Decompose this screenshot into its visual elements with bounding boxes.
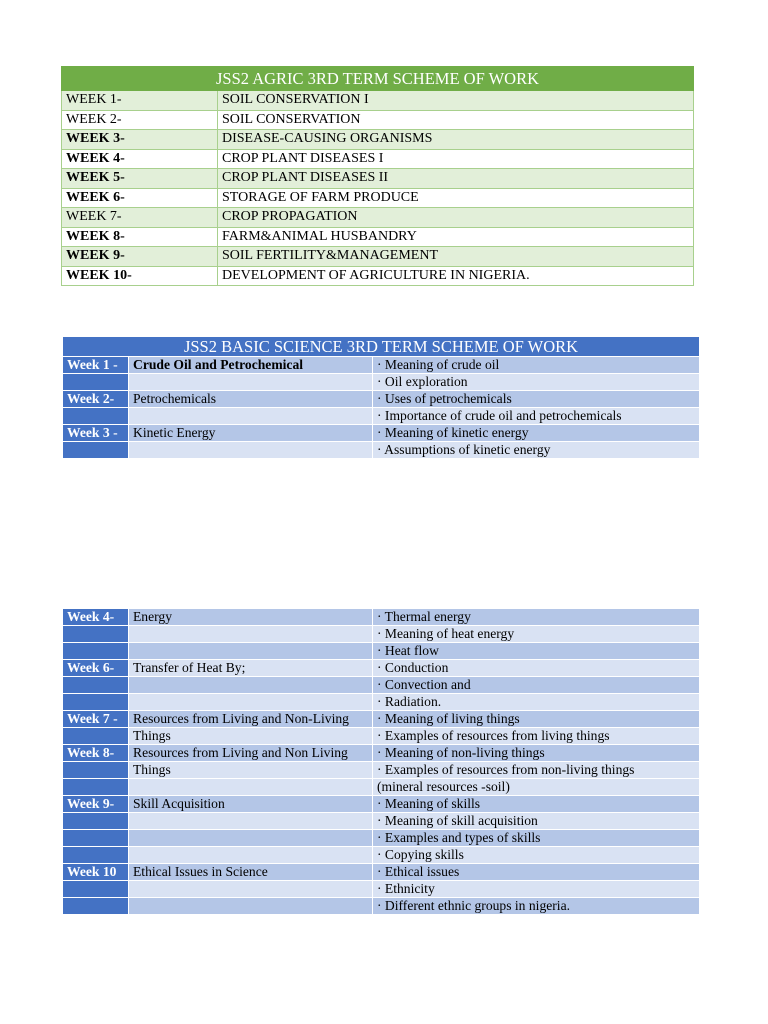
topic <box>129 830 373 847</box>
week-label: WEEK 2- <box>62 110 218 130</box>
detail: · Meaning of kinetic energy <box>373 425 700 442</box>
topic <box>129 694 373 711</box>
week-label <box>63 847 129 864</box>
topic <box>129 813 373 830</box>
week-label <box>63 881 129 898</box>
week-label: WEEK 5- <box>62 169 218 189</box>
table-row <box>63 779 700 796</box>
detail: · Convection and <box>373 677 700 694</box>
detail: · Different ethnic groups in nigeria. <box>373 898 700 915</box>
topic <box>129 643 373 660</box>
table-row <box>63 830 700 847</box>
week-label <box>63 728 129 745</box>
table-row <box>63 609 700 626</box>
basic-science-scheme-table-continued <box>62 608 700 915</box>
week-label: WEEK 8- <box>62 227 218 247</box>
topic: Transfer of Heat By; <box>129 660 373 677</box>
table-row <box>63 728 700 745</box>
week-label <box>63 408 129 425</box>
table-row <box>63 813 700 830</box>
table-row <box>63 408 700 425</box>
week-label <box>63 830 129 847</box>
table-row <box>62 208 694 228</box>
topic: Resources from Living and Non-Living <box>129 711 373 728</box>
table-row <box>62 188 694 208</box>
detail: · Uses of petrochemicals <box>373 391 700 408</box>
detail: · Ethnicity <box>373 881 700 898</box>
week-label <box>63 643 129 660</box>
table-row <box>62 169 694 189</box>
detail: · Meaning of skill acquisition <box>373 813 700 830</box>
table-row <box>62 266 694 286</box>
detail: (mineral resources -soil) <box>373 779 700 796</box>
week-label: WEEK 10- <box>62 266 218 286</box>
detail: · Meaning of skills <box>373 796 700 813</box>
topic: FARM&ANIMAL HUSBANDRY <box>218 227 694 247</box>
week-label: Week 4- <box>63 609 129 626</box>
table-row <box>62 91 694 111</box>
topic: CROP PLANT DISEASES I <box>218 149 694 169</box>
table-row <box>63 796 700 813</box>
week-label: Week 9- <box>63 796 129 813</box>
detail: · Meaning of heat energy <box>373 626 700 643</box>
table-row <box>63 626 700 643</box>
detail: · Assumptions of kinetic energy <box>373 442 700 459</box>
topic <box>129 898 373 915</box>
table-row <box>63 711 700 728</box>
week-label: Week 8- <box>63 745 129 762</box>
topic <box>129 779 373 796</box>
topic: Petrochemicals <box>129 391 373 408</box>
week-label <box>63 779 129 796</box>
basic-science-table-title: JSS2 BASIC SCIENCE 3RD TERM SCHEME OF WORK <box>63 337 700 357</box>
table-row <box>62 130 694 150</box>
week-label: WEEK 9- <box>62 247 218 267</box>
agric-scheme-table <box>61 66 694 286</box>
agric-table-title: JSS2 AGRIC 3RD TERM SCHEME OF WORK <box>62 67 694 91</box>
detail: · Copying skills <box>373 847 700 864</box>
week-label: WEEK 7- <box>62 208 218 228</box>
detail: · Examples of resources from non-living things <box>373 762 700 779</box>
topic: SOIL CONSERVATION <box>218 110 694 130</box>
topic <box>129 847 373 864</box>
basic-science-table-header <box>63 337 700 357</box>
topic <box>129 626 373 643</box>
detail: · Oil exploration <box>373 374 700 391</box>
topic: Skill Acquisition <box>129 796 373 813</box>
topic: Things <box>129 728 373 745</box>
table-row <box>62 247 694 267</box>
topic <box>129 442 373 459</box>
table-row <box>63 357 700 374</box>
week-label: Week 1 - <box>63 357 129 374</box>
week-label <box>63 677 129 694</box>
detail: · Radiation. <box>373 694 700 711</box>
detail: · Meaning of crude oil <box>373 357 700 374</box>
detail: · Examples of resources from living things <box>373 728 700 745</box>
table-row <box>63 643 700 660</box>
table-row <box>62 227 694 247</box>
week-label <box>63 898 129 915</box>
basic-science-scheme-table <box>62 336 700 459</box>
week-label <box>63 813 129 830</box>
topic: DEVELOPMENT OF AGRICULTURE IN NIGERIA. <box>218 266 694 286</box>
table-row <box>63 425 700 442</box>
detail: · Importance of crude oil and petrochemicals <box>373 408 700 425</box>
table-row <box>63 898 700 915</box>
topic <box>129 881 373 898</box>
topic: SOIL FERTILITY&MANAGEMENT <box>218 247 694 267</box>
topic: Ethical Issues in Science <box>129 864 373 881</box>
week-label: Week 6- <box>63 660 129 677</box>
detail: · Meaning of living things <box>373 711 700 728</box>
topic: Kinetic Energy <box>129 425 373 442</box>
table-row <box>63 881 700 898</box>
week-label <box>63 762 129 779</box>
week-label: WEEK 6- <box>62 188 218 208</box>
table-row <box>62 149 694 169</box>
table-row <box>62 110 694 130</box>
week-label: WEEK 4- <box>62 149 218 169</box>
topic: CROP PROPAGATION <box>218 208 694 228</box>
table-row <box>63 762 700 779</box>
detail: · Thermal energy <box>373 609 700 626</box>
week-label <box>63 694 129 711</box>
table-row <box>63 391 700 408</box>
topic: DISEASE-CAUSING ORGANISMS <box>218 130 694 150</box>
detail: · Meaning of non-living things <box>373 745 700 762</box>
table-row <box>63 847 700 864</box>
topic: STORAGE OF FARM PRODUCE <box>218 188 694 208</box>
table-row <box>63 442 700 459</box>
agric-table-header <box>62 67 694 91</box>
topic <box>129 408 373 425</box>
week-label: Week 3 - <box>63 425 129 442</box>
table-row <box>63 374 700 391</box>
table-row <box>63 745 700 762</box>
week-label: Week 7 - <box>63 711 129 728</box>
detail: · Conduction <box>373 660 700 677</box>
table-row <box>63 694 700 711</box>
week-label: Week 10 <box>63 864 129 881</box>
detail: · Examples and types of skills <box>373 830 700 847</box>
topic: Energy <box>129 609 373 626</box>
topic: CROP PLANT DISEASES II <box>218 169 694 189</box>
detail: · Ethical issues <box>373 864 700 881</box>
week-label: Week 2- <box>63 391 129 408</box>
topic: Crude Oil and Petrochemical <box>129 357 373 374</box>
topic <box>129 374 373 391</box>
table-row <box>63 864 700 881</box>
week-label <box>63 626 129 643</box>
topic: Things <box>129 762 373 779</box>
topic: SOIL CONSERVATION I <box>218 91 694 111</box>
week-label <box>63 374 129 391</box>
table-row <box>63 677 700 694</box>
detail: · Heat flow <box>373 643 700 660</box>
week-label: WEEK 1- <box>62 91 218 111</box>
week-label: WEEK 3- <box>62 130 218 150</box>
week-label <box>63 442 129 459</box>
topic <box>129 677 373 694</box>
table-row <box>63 660 700 677</box>
topic: Resources from Living and Non Living <box>129 745 373 762</box>
